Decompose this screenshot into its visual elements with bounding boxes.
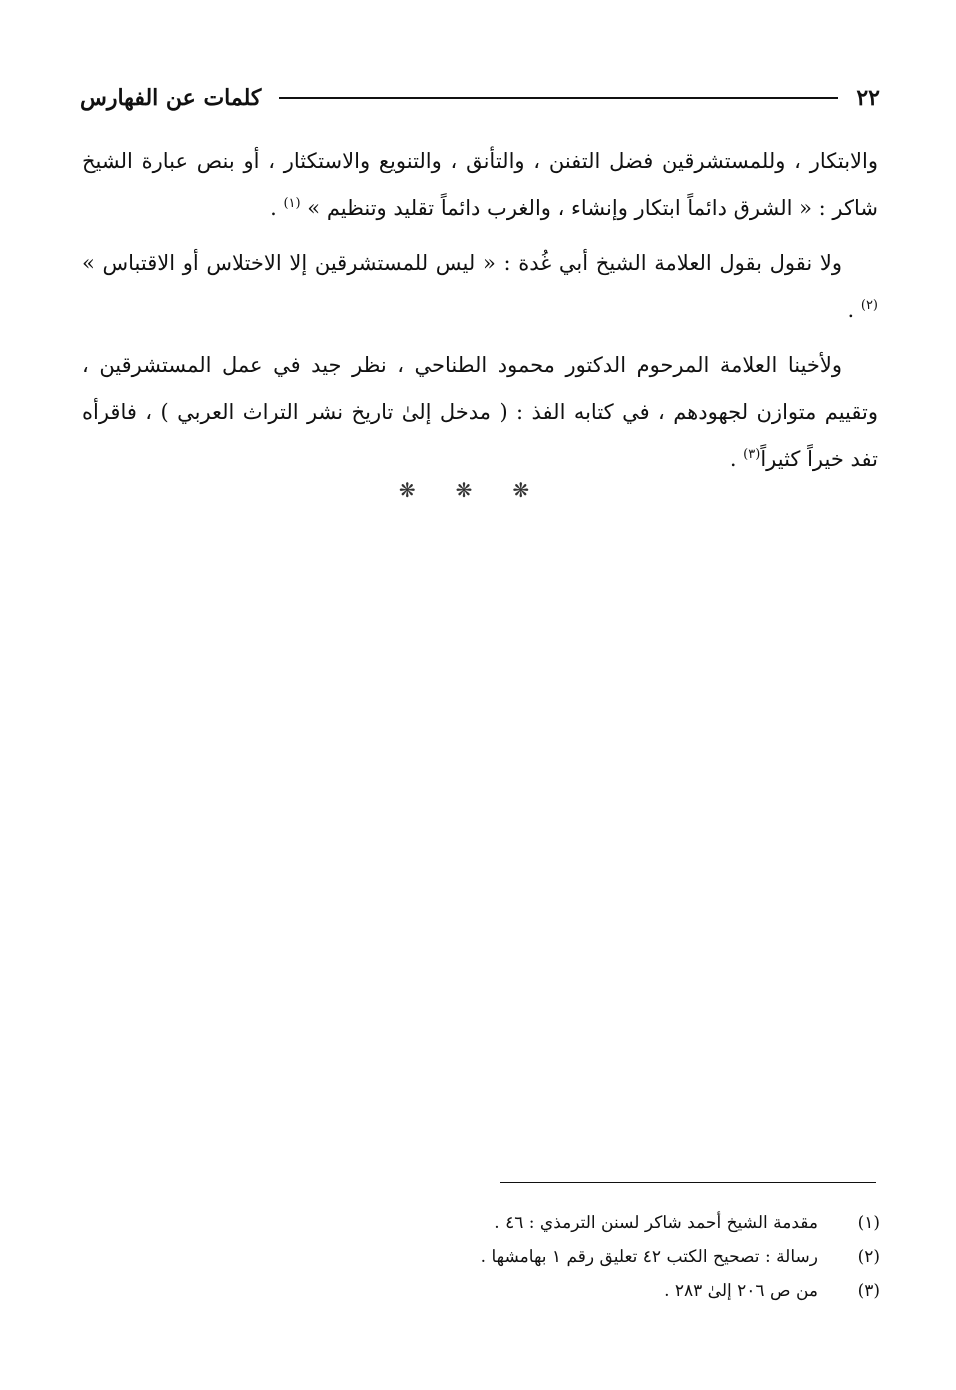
footnote-3 bbox=[300, 1274, 880, 1308]
header-rule bbox=[279, 97, 838, 99]
paragraph-1-end: . bbox=[270, 196, 284, 220]
paragraph-1 bbox=[82, 138, 878, 232]
paragraph-1-text: والابتكار ، وللمستشرقين فضل التفنن ، والتأنق ، والتنويع والاستكثار ، أو بنص عبارة الشيخ شاكر : « الشرق دائماً ابتكار وإنشاء ، والغرب دائماً تقليد وتنظيم » bbox=[82, 149, 878, 220]
ornament-icon: ❋ bbox=[398, 478, 444, 502]
paragraph-2-end: . bbox=[847, 298, 861, 322]
footnote-1 bbox=[300, 1206, 880, 1240]
paragraph-2 bbox=[82, 240, 878, 334]
section-divider bbox=[0, 478, 956, 502]
footnote-text: رسالة : تصحيح الكتب ٤٢ تعليق رقم ١ بهامشها . bbox=[480, 1247, 818, 1267]
footnote-ref-2: (٢) bbox=[860, 298, 878, 313]
footnote-ref-3: (٣) bbox=[743, 447, 761, 462]
paragraph-3-text: ولأخينا العلامة المرحوم الدكتور محمود الطناحي ، نظر جيد في عمل المستشرقين ، وتقييم متوازن لجهودهم ، في كتابه الفذ : ( مدخل إلىٰ تاريخ نشر التراث العربي ) ، فاقرأه تفد خيراً كثيراً bbox=[82, 353, 878, 471]
footnote-number: (٣) bbox=[857, 1281, 880, 1301]
footnote-number: (١) bbox=[857, 1213, 880, 1233]
footnote-rule bbox=[500, 1182, 876, 1183]
ornament-icon: ❋ bbox=[512, 478, 558, 502]
footnotes bbox=[300, 1206, 880, 1308]
page-number: ٢٢ bbox=[856, 85, 880, 111]
footnote-2 bbox=[300, 1240, 880, 1274]
footnote-text: من ص ٢٠٦ إلىٰ ٢٨٣ . bbox=[664, 1281, 818, 1301]
main-text bbox=[82, 138, 878, 491]
footnote-ref-1: (١) bbox=[283, 196, 301, 211]
paragraph-3-end: . bbox=[729, 447, 744, 471]
ornament-icon: ❋ bbox=[455, 478, 501, 502]
paragraph-3 bbox=[82, 342, 878, 483]
running-header bbox=[80, 78, 880, 118]
paragraph-2-text: ولا نقول بقول العلامة الشيخ أبي غُدة : « ليس للمستشرقين إلا الاختلاس أو الاقتباس » bbox=[82, 251, 842, 275]
footnote-number: (٢) bbox=[857, 1247, 880, 1267]
footnote-text: مقدمة الشيخ أحمد شاكر لسنن الترمذي : ٤٦ . bbox=[494, 1213, 818, 1233]
running-title: كلمات عن الفهارس bbox=[80, 85, 262, 111]
